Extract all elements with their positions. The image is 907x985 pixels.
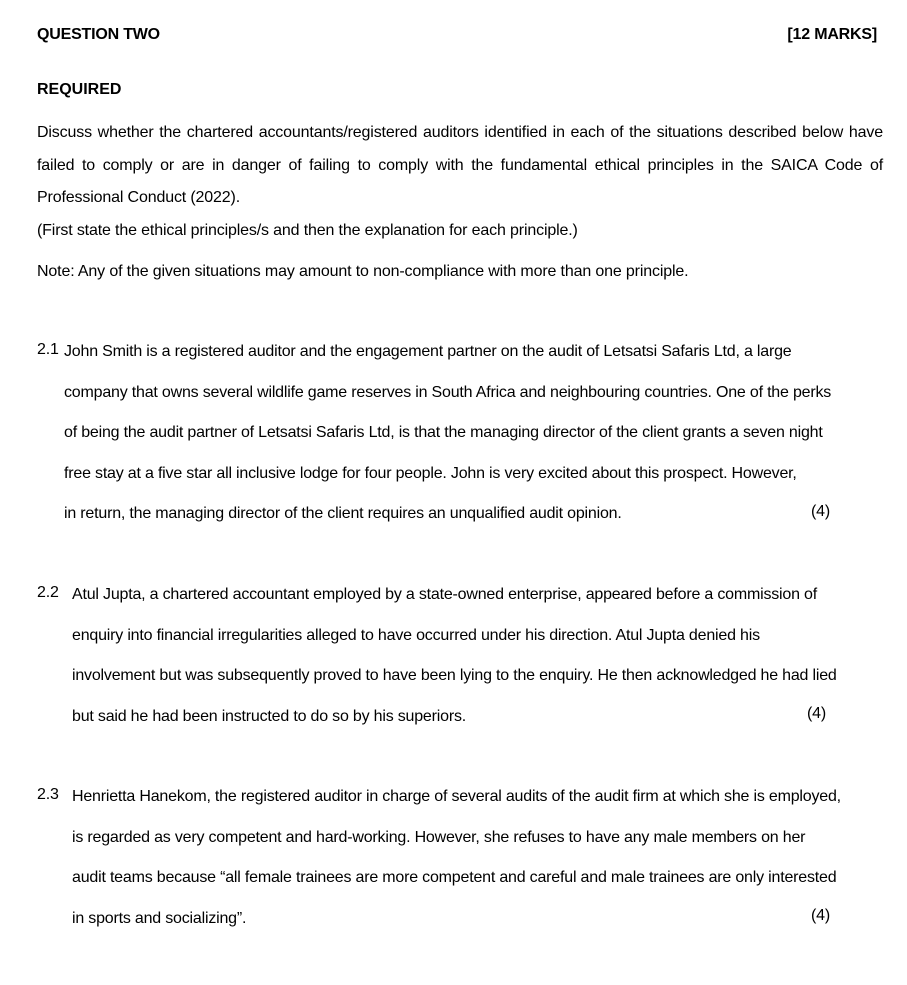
question-marks: (4): [807, 705, 826, 722]
question-text: [72, 575, 837, 737]
question-text: [72, 777, 841, 939]
question-line: involvement but was subsequently proved to have been lying to the enquiry. He then acknowledged he had lied: [72, 667, 837, 684]
non-compliance-note: Note: Any of the given situations may amount to non-compliance with more than one principle.: [37, 263, 689, 280]
question-marks: (4): [811, 503, 830, 520]
question-line: John Smith is a registered auditor and the engagement partner on the audit of Letsatsi Safaris Ltd, a large: [64, 343, 792, 360]
question-marks: (4): [811, 907, 830, 924]
required-heading: REQUIRED: [37, 81, 122, 98]
question-number: 2.3: [37, 786, 59, 803]
question-line: enquiry into financial irregularities alleged to have occurred under his direction. Atul Jupta denied his: [72, 626, 760, 644]
question-line: company that owns several wildlife game reserves in South Africa and neighbouring countries. One of the perks: [64, 383, 832, 401]
instruction-paragraph: Discuss whether the chartered accountants/registered auditors identified in each of the situations described below have failed to comply or are in danger of failing to comply with the fundamental ethical principles in the SAICA Code of Professional Conduct (2022).: [37, 124, 883, 206]
question-text: [64, 332, 831, 535]
question-line: is regarded as very competent and hard-working. However, she refuses to have any male members on her: [72, 828, 806, 846]
question-number: 2.2: [37, 584, 59, 601]
question-2-1: [37, 341, 867, 541]
question-2-2: [37, 584, 867, 744]
first-state-note: (First state the ethical principles/s and then the explanation for each principle.): [37, 222, 578, 239]
question-2-3: [37, 786, 867, 946]
question-line: of being the audit partner of Letsatsi Safaris Ltd, is that the managing director of the client grants a seven night: [64, 424, 823, 441]
total-marks: [12 MARKS]: [787, 26, 877, 43]
question-line: in return, the managing director of the client requires an unqualified audit opinion.: [64, 505, 622, 522]
question-line: but said he had been instructed to do so by his superiors.: [72, 707, 466, 725]
question-line: free stay at a five star all inclusive lodge for four people. John is very excited about this prospect. However,: [64, 464, 797, 482]
question-header: [37, 26, 877, 48]
question-line: Atul Jupta, a chartered accountant employed by a state-owned enterprise, appeared before a commission of: [72, 586, 817, 603]
question-line: Henrietta Hanekom, the registered auditor in charge of several audits of the audit firm at which she is employed,: [72, 788, 841, 805]
question-title: QUESTION TWO: [37, 26, 160, 43]
question-line: audit teams because “all female trainees are more competent and careful and male trainees are only interested: [72, 869, 837, 886]
question-line: in sports and socializing”.: [72, 909, 247, 927]
question-number: 2.1: [37, 341, 59, 358]
